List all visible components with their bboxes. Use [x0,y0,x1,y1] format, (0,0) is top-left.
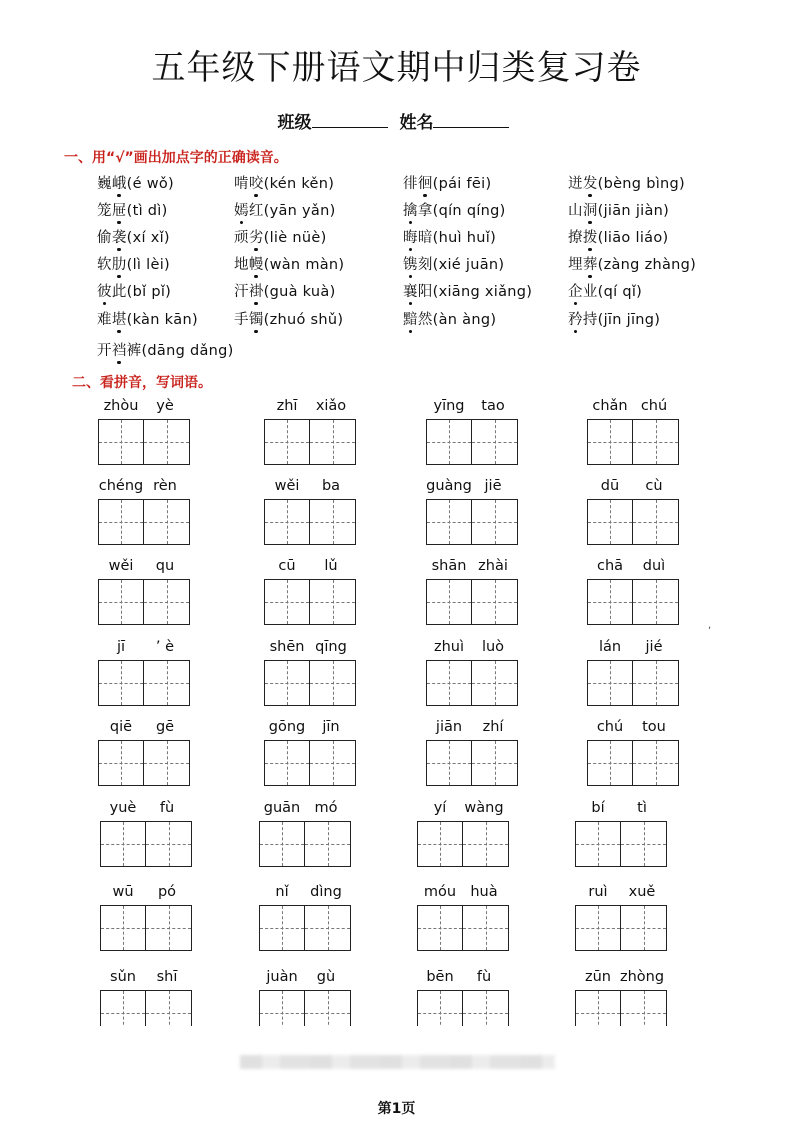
tianzige-box[interactable] [417,905,463,951]
tianzige-box[interactable] [587,499,633,545]
tianzige-box[interactable] [98,660,144,706]
pinyin-syllable: zhí [482,719,504,735]
pinyin-syllable: tì [637,800,647,816]
tianzige-box[interactable] [146,821,192,867]
dotted-character: 发 [582,176,598,192]
reading-options[interactable]: (dāng dǎng) [141,343,234,359]
reading-options[interactable]: (qín qíng) [432,203,506,219]
tianzige-box[interactable] [144,660,190,706]
dotted-character: 堪 [111,312,127,328]
tianzige-box[interactable] [259,821,305,867]
pinyin-syllable: bēn [426,969,454,985]
pinyin-syllable: bí [591,800,605,816]
pinyin-syllable: jié [645,639,663,655]
reading-item [403,253,504,274]
pinyin-syllable: dū [600,478,620,494]
word-character: 刻 [417,257,433,273]
tianzige-box[interactable] [426,740,472,786]
pinyin-word-cell [587,639,679,706]
pinyin-syllable: huà [470,884,498,900]
pinyin-syllable: shī [156,969,178,985]
pinyin-syllable: cū [278,558,296,574]
pinyin-syllable: guān [263,800,301,816]
pinyin-syllable: chǎn [592,398,628,414]
reading-item [403,199,506,220]
word-character: 难 [97,312,112,328]
tianzige-box[interactable] [463,990,509,1026]
reading-item [234,280,336,301]
tianzige-box[interactable] [463,905,509,951]
pinyin-word-cell [264,398,356,465]
pinyin-syllable: zūn [585,969,611,985]
reading-options[interactable]: (liè nüè) [263,230,327,246]
tianzige-box[interactable] [310,419,356,465]
tianzige-box[interactable] [146,990,192,1026]
dotted-character: 企 [568,284,583,300]
pinyin-syllable: dìng [310,884,342,900]
reading-item [97,339,234,360]
word-character: 然 [417,312,433,328]
pinyin-syllable: nǐ [275,884,289,900]
pinyin-word-cell [417,800,509,867]
dotted-character: 劣 [248,230,264,246]
word-character: 业 [582,284,598,300]
tianzige-box[interactable] [575,990,621,1026]
reading-options[interactable]: (guà kuà) [263,284,336,300]
reading-options[interactable]: (yān yǎn) [263,203,336,219]
pinyin-word-cell [264,639,356,706]
pinyin-syllable: gù [316,969,336,985]
class-blank[interactable] [312,111,388,128]
word-character: 巍 [97,176,112,192]
reading-options[interactable]: (xí xǐ) [126,230,170,246]
pinyin-syllable: sǔn [110,969,136,985]
pinyin-word-cell [417,884,509,951]
pinyin-syllable: luò [481,639,505,655]
pinyin-syllable: tao [481,398,505,414]
tianzige-box[interactable] [633,660,679,706]
dotted-character: 徊 [417,176,433,192]
reading-options[interactable]: (qí qǐ) [597,284,643,300]
reading-options[interactable]: (liāo liáo) [597,230,669,246]
pinyin-word-cell [264,558,356,625]
tianzige-box[interactable] [310,660,356,706]
pinyin-syllable: qu [155,558,175,574]
reading-options[interactable]: (pái fēi) [432,176,492,192]
tianzige-box[interactable] [633,419,679,465]
reading-options[interactable]: (kàn kān) [126,312,198,328]
word-character: 啃 [234,176,249,192]
pinyin-word-cell [587,719,679,786]
tianzige-box[interactable] [305,905,351,951]
reading-item [97,308,198,329]
word-character: 裤 [126,343,142,359]
pinyin-word-cell [426,719,518,786]
reading-item [403,172,491,193]
tianzige-box[interactable] [310,499,356,545]
tianzige-box[interactable] [575,821,621,867]
pinyin-word-cell [575,969,667,1026]
word-character: 汗 [234,284,249,300]
dotted-character: 矜 [568,312,583,328]
pinyin-word-cell [98,558,190,625]
pinyin-syllable: wàng [464,800,504,816]
dotted-character: 咬 [248,176,264,192]
tianzige-box[interactable] [587,419,633,465]
pinyin-syllable: ba [321,478,341,494]
pinyin-syllable: wěi [274,478,300,494]
dotted-character: 镌 [403,257,418,273]
pinyin-word-cell [98,719,190,786]
pinyin-word-cell [587,398,679,465]
pinyin-syllable: guàng [426,478,472,494]
reading-item [568,199,669,220]
tianzige-box[interactable] [98,499,144,545]
tianzige-box[interactable] [633,740,679,786]
pinyin-word-cell [98,639,190,706]
word-character: 笼 [97,203,112,219]
dotted-character: 拨 [582,230,598,246]
pinyin-syllable: xiǎo [315,398,347,414]
tianzige-box[interactable] [621,990,667,1026]
pinyin-syllable: zhòu [103,398,139,414]
word-character: 开 [97,343,112,359]
tianzige-box[interactable] [633,499,679,545]
section1-heading: 一、用“√”画出加点字的正确读音。 [64,150,288,166]
reading-item [234,226,327,247]
tianzige-box[interactable] [621,905,667,951]
dotted-character: 洞 [582,203,598,219]
pinyin-syllable: pó [157,884,177,900]
reading-options[interactable]: (tì dì) [126,203,168,219]
tianzige-box[interactable] [98,579,144,625]
tianzige-box[interactable] [310,579,356,625]
pinyin-syllable: juàn [266,969,298,985]
word-character: 埋 [568,257,583,273]
pinyin-syllable: ruì [588,884,608,900]
pinyin-syllable: zhī [276,398,298,414]
word-character: 红 [248,203,264,219]
word-character: 软 [97,257,112,273]
tianzige-box[interactable] [472,579,518,625]
reading-options[interactable]: (xiāng xiǎng) [432,284,533,300]
word-character: 偷 [97,230,112,246]
reading-item [403,308,496,329]
word-character: 迸 [568,176,583,192]
dotted-character: 黯 [403,312,418,328]
reading-options[interactable]: (jiān jiàn) [597,203,670,219]
word-character: 持 [582,312,598,328]
pinyin-syllable: lǔ [324,558,338,574]
reading-options[interactable]: (huì huǐ) [432,230,497,246]
reading-item [568,253,696,274]
stray-mark: , [708,620,712,631]
tianzige-box[interactable] [305,821,351,867]
reading-options[interactable]: (bèng bìng) [597,176,685,192]
tianzige-box[interactable] [264,579,310,625]
pinyin-syllable: chéng [98,478,144,494]
dotted-character: 襄 [403,284,418,300]
pinyin-syllable: yè [156,398,174,414]
tianzige-box[interactable] [587,740,633,786]
pinyin-syllable: xuě [628,884,656,900]
pinyin-word-cell [98,478,190,545]
pinyin-syllable: gē [155,719,175,735]
pinyin-word-cell [426,639,518,706]
pinyin-word-cell [100,884,192,951]
pinyin-syllable: jiān [435,719,463,735]
class-label: 班级 [277,113,312,133]
tianzige-box[interactable] [144,419,190,465]
tianzige-box[interactable] [144,499,190,545]
name-label: 姓名 [399,113,434,133]
tianzige-box[interactable] [417,821,463,867]
tianzige-box[interactable] [144,740,190,786]
pinyin-syllable: jīn [322,719,340,735]
pinyin-word-cell [575,884,667,951]
tianzige-box[interactable] [575,905,621,951]
pinyin-syllable: fù [476,969,492,985]
reading-item [97,226,170,247]
reading-item [403,226,496,247]
reading-item [234,199,336,220]
reading-options[interactable]: (zhuó shǔ) [263,312,344,328]
tianzige-box[interactable] [100,990,146,1026]
pinyin-syllable: fù [159,800,175,816]
pinyin-syllable: wū [112,884,134,900]
dotted-character: 袭 [111,230,127,246]
tianzige-box[interactable] [426,579,472,625]
pinyin-syllable: chú [640,398,668,414]
pinyin-word-cell [426,558,518,625]
reading-options[interactable]: (xié juān) [432,257,505,273]
blurred-footer [240,1055,555,1069]
pinyin-syllable: shān [431,558,467,574]
pinyin-syllable: yīng [433,398,465,414]
tianzige-box[interactable] [264,499,310,545]
dotted-character: 擒 [403,203,418,219]
word-character: 山 [568,203,583,219]
pinyin-word-cell [100,969,192,1026]
name-blank[interactable] [433,111,509,128]
reading-item [568,280,642,301]
tianzige-box[interactable] [305,990,351,1026]
reading-options[interactable]: (bǐ pǐ) [126,284,172,300]
section2-heading: 二、看拼音，写词语。 [72,375,212,391]
pinyin-syllable: chā [596,558,624,574]
dotted-character: 肋 [111,257,127,273]
pinyin-word-cell [264,478,356,545]
tianzige-box[interactable] [100,905,146,951]
dotted-character: 葬 [582,257,598,273]
pinyin-word-cell [100,800,192,867]
pinyin-syllable: yuè [109,800,137,816]
pinyin-syllable: tou [642,719,666,735]
reading-item [234,308,343,329]
pinyin-syllable: qīng [315,639,347,655]
reading-item [97,280,171,301]
tianzige-box[interactable] [417,990,463,1026]
tianzige-box[interactable] [472,660,518,706]
word-character: 阳 [417,284,433,300]
pinyin-syllable: móu [423,884,457,900]
reading-item [97,199,168,220]
tianzige-box[interactable] [587,579,633,625]
pinyin-syllable: gōng [268,719,306,735]
pinyin-syllable: ’ è [155,639,175,655]
dotted-character: 镯 [248,312,264,328]
word-character: 暗 [417,230,433,246]
pinyin-word-cell [259,800,351,867]
tianzige-box[interactable] [472,740,518,786]
tianzige-box[interactable] [264,740,310,786]
tianzige-box[interactable] [472,499,518,545]
reading-item [568,226,668,247]
tianzige-box[interactable] [621,821,667,867]
dotted-character: 彼 [97,284,112,300]
page-number: 第1页 [377,1101,416,1117]
pinyin-syllable: jiē [484,478,502,494]
pinyin-syllable: zhài [478,558,508,574]
pinyin-word-cell [426,478,518,545]
tianzige-box[interactable] [259,990,305,1026]
reading-item [568,172,685,193]
page-title: 五年级下册语文期中归类复习卷 [151,48,642,88]
reading-item [403,280,532,301]
reading-item [97,172,174,193]
dotted-character: 屉 [111,203,127,219]
reading-item [234,172,334,193]
tianzige-box[interactable] [463,821,509,867]
tianzige-box[interactable] [100,821,146,867]
dotted-character: 幔 [248,257,264,273]
word-character: 地 [234,257,249,273]
pinyin-syllable: mó [314,800,338,816]
word-character: 拿 [417,203,433,219]
reading-item [97,253,170,274]
tianzige-box[interactable] [587,660,633,706]
tianzige-box[interactable] [472,419,518,465]
tianzige-box[interactable] [426,660,472,706]
tianzige-box[interactable] [264,660,310,706]
dotted-character: 晦 [403,230,418,246]
dotted-character: 嫣 [234,203,249,219]
word-character: 徘 [403,176,418,192]
reading-options[interactable]: (wàn màn) [263,257,345,273]
pinyin-syllable: yí [433,800,447,816]
pinyin-word-cell [575,800,667,867]
pinyin-word-cell [417,969,509,1026]
reading-options[interactable]: (zàng zhàng) [597,257,697,273]
dotted-character: 裆 [111,343,127,359]
pinyin-syllable: jī [116,639,126,655]
reading-item [568,308,660,329]
tianzige-box[interactable] [144,579,190,625]
tianzige-box[interactable] [426,499,472,545]
pinyin-syllable: duì [642,558,666,574]
pinyin-syllable: cù [645,478,663,494]
reading-options[interactable]: (àn àng) [432,312,497,328]
class-name-line [0,108,793,133]
word-character: 撩 [568,230,583,246]
word-character: 此 [111,284,127,300]
pinyin-word-cell [264,719,356,786]
tianzige-box[interactable] [633,579,679,625]
pinyin-word-cell [259,884,351,951]
pinyin-syllable: lán [598,639,622,655]
pinyin-word-cell [587,478,679,545]
reading-options[interactable]: (é wǒ) [126,176,174,192]
pinyin-syllable: shēn [269,639,305,655]
word-character: 顽 [234,230,249,246]
pinyin-syllable: zhòng [619,969,665,985]
pinyin-syllable: wěi [108,558,134,574]
word-character: 手 [234,312,249,328]
pinyin-syllable: chú [596,719,624,735]
reading-options[interactable]: (lì lèi) [126,257,170,273]
pinyin-word-cell [98,398,190,465]
reading-options[interactable]: (jīn jīng) [597,312,661,328]
dotted-character: 褂 [248,284,264,300]
tianzige-box[interactable] [98,740,144,786]
tianzige-box[interactable] [426,419,472,465]
pinyin-syllable: rèn [153,478,177,494]
reading-item [234,253,344,274]
pinyin-syllable: zhuì [433,639,465,655]
pinyin-syllable: qiē [109,719,133,735]
pinyin-word-cell [587,558,679,625]
dotted-character: 峨 [111,176,127,192]
tianzige-box[interactable] [98,419,144,465]
tianzige-box[interactable] [146,905,192,951]
pinyin-word-cell [259,969,351,1026]
pinyin-word-cell [426,398,518,465]
reading-options[interactable]: (kén kěn) [263,176,335,192]
tianzige-box[interactable] [264,419,310,465]
tianzige-box[interactable] [259,905,305,951]
tianzige-box[interactable] [310,740,356,786]
